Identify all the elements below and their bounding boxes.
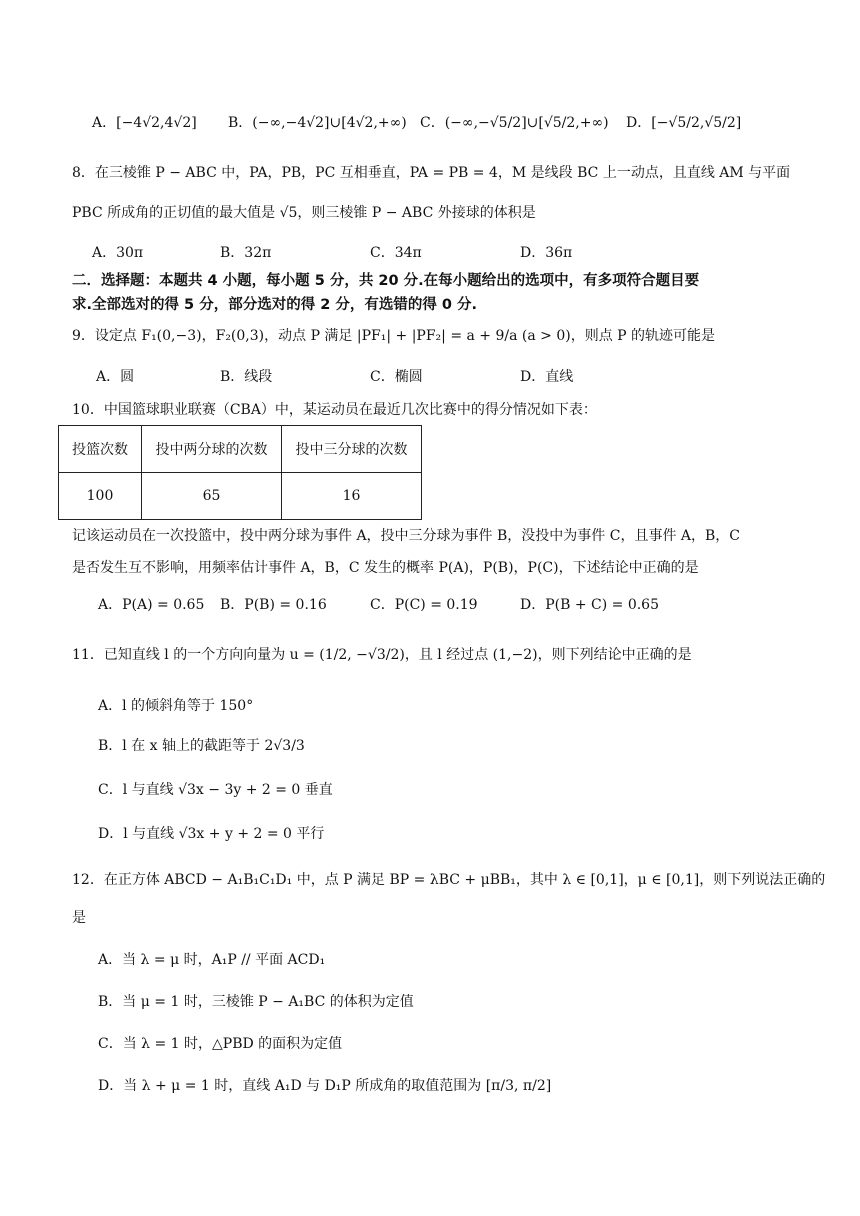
q10-stem-line2: 是否发生互不影响，用频率估计事件 A，B，C 发生的概率 P(A)，P(B)，P(C)，下述结论中正确的是 bbox=[72, 560, 699, 576]
q8-option-a: A．30π bbox=[92, 245, 144, 261]
q12-option-d: D．当 λ + μ = 1 时，直线 A₁D 与 D₁P 所成角的取值范围为 [π/3, π/2] bbox=[98, 1078, 552, 1094]
q9-option-d: D．直线 bbox=[520, 369, 574, 385]
q10-intro: 10．中国篮球职业联赛（CBA）中，某运动员在最近几次比赛中的得分情况如下表： bbox=[72, 402, 597, 418]
q8-stem-line2: PBC 所成角的正切值的最大值是 √5，则三棱锥 P − ABC 外接球的体积是 bbox=[72, 205, 536, 221]
q8-option-c: C．34π bbox=[370, 245, 422, 261]
scoring-table bbox=[58, 425, 422, 520]
q7-option-b: B．(−∞,−4√2]∪[4√2,+∞) bbox=[228, 115, 407, 131]
q10-option-b: B．P(B) = 0.16 bbox=[220, 597, 327, 613]
q9-stem: 9．设定点 F₁(0,−3)，F₂(0,3)，动点 P 满足 |PF₁| + |PF₂| = a + 9/a (a > 0)，则点 P 的轨迹可能是 bbox=[72, 328, 716, 344]
q7-option-c: C．(−∞,−√5/2]∪[√5/2,+∞) bbox=[420, 115, 609, 131]
q10-option-d: D．P(B + C) = 0.65 bbox=[520, 597, 660, 613]
q9-option-c: C．椭圆 bbox=[370, 369, 423, 385]
table-header-cell: 投篮次数 bbox=[59, 426, 142, 473]
table-cell: 16 bbox=[282, 473, 422, 520]
section-heading-line1: 二．选择题：本题共 4 小题，每小题 5 分，共 20 分.在每小题给出的选项中，有多项符合题目要 bbox=[72, 273, 700, 289]
q9-option-b: B．线段 bbox=[220, 369, 273, 385]
section-heading-line2: 求.全部选对的得 5 分，部分选对的得 2 分，有选错的得 0 分. bbox=[72, 297, 478, 313]
q8-option-d: D．36π bbox=[520, 245, 573, 261]
q10-stem-line1: 记该运动员在一次投篮中，投中两分球为事件 A，投中三分球为事件 B，没投中为事件 C，且事件 A，B，C bbox=[72, 528, 741, 544]
q11-stem: 11．已知直线 l 的一个方向向量为 u = (1/2, −√3/2)，且 l 经过点 (1,−2)，则下列结论中正确的是 bbox=[72, 647, 692, 663]
table-header-cell: 投中两分球的次数 bbox=[142, 426, 282, 473]
q11-option-b: B．l 在 x 轴上的截距等于 2√3/3 bbox=[98, 738, 305, 754]
q11-option-a: A．l 的倾斜角等于 150° bbox=[98, 698, 254, 714]
q11-option-d: D．l 与直线 √3x + y + 2 = 0 平行 bbox=[98, 826, 325, 842]
q12-option-a: A．当 λ = μ 时，A₁P // 平面 ACD₁ bbox=[98, 952, 326, 968]
q9-option-a: A．圆 bbox=[96, 369, 135, 385]
table-header-row bbox=[59, 426, 422, 473]
q8-option-b: B．32π bbox=[220, 245, 272, 261]
table-cell: 65 bbox=[142, 473, 282, 520]
q7-option-d: D．[−√5/2,√5/2] bbox=[626, 115, 742, 131]
q12-option-c: C．当 λ = 1 时，△PBD 的面积为定值 bbox=[98, 1036, 343, 1052]
q12-option-b: B．当 μ = 1 时，三棱锥 P − A₁BC 的体积为定值 bbox=[98, 994, 414, 1010]
q12-stem-line1: 12．在正方体 ABCD − A₁B₁C₁D₁ 中，点 P 满足 BP = λBC + μBB₁，其中 λ ∈ [0,1]，μ ∈ [0,1]，则下列说法正确的 bbox=[72, 872, 826, 888]
table-cell: 100 bbox=[59, 473, 142, 520]
q10-option-a: A．P(A) = 0.65 bbox=[98, 597, 205, 613]
q10-option-c: C．P(C) = 0.19 bbox=[370, 597, 478, 613]
table-row bbox=[59, 473, 422, 520]
q8-stem-line1: 8．在三棱锥 P − ABC 中，PA，PB，PC 互相垂直，PA = PB = 4，M 是线段 BC 上一动点，且直线 AM 与平面 bbox=[72, 165, 791, 181]
q11-option-c: C．l 与直线 √3x − 3y + 2 = 0 垂直 bbox=[98, 782, 333, 798]
table-header-cell: 投中三分球的次数 bbox=[282, 426, 422, 473]
q7-option-a: A．[−4√2,4√2] bbox=[92, 115, 197, 131]
q12-stem-line2: 是 bbox=[72, 910, 86, 926]
